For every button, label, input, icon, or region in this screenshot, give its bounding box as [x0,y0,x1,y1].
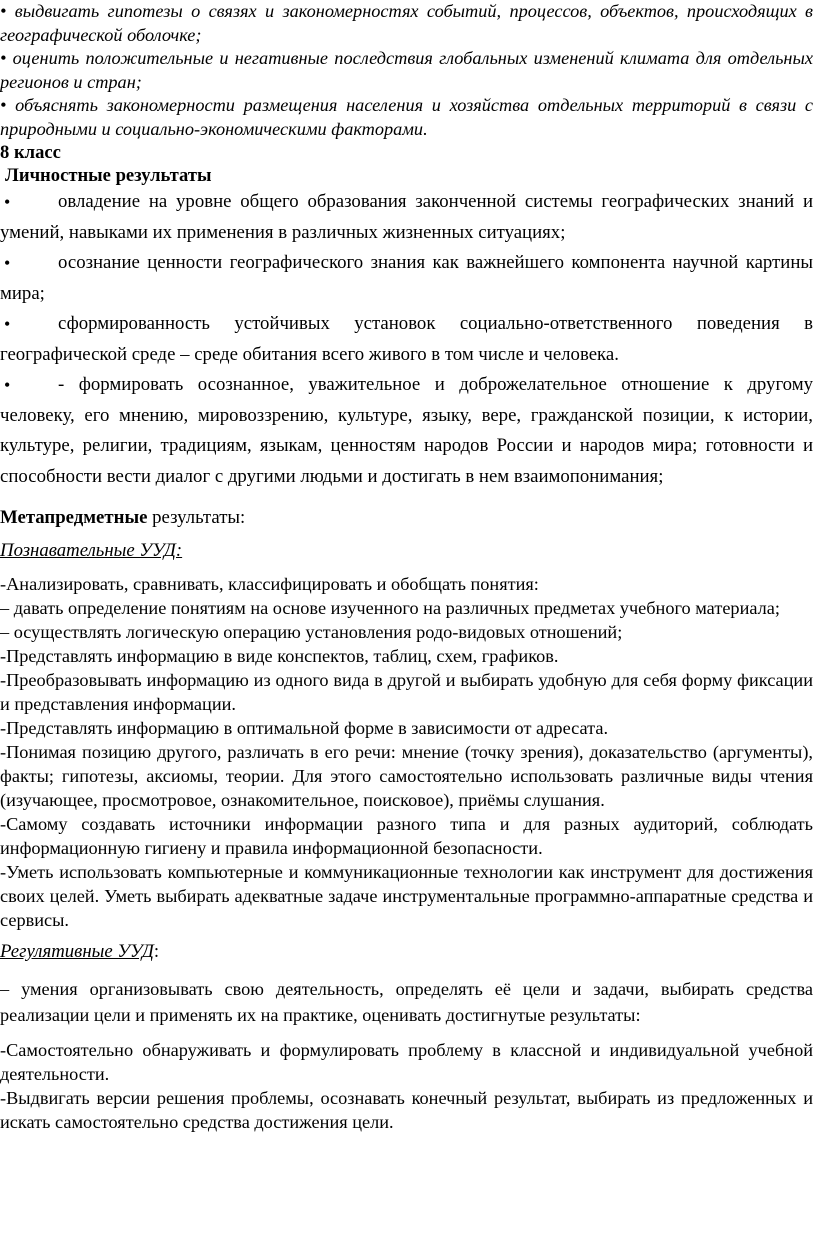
regulatory-heading-colon: : [153,941,160,962]
regulatory-heading [0,940,813,964]
list-item-text: - формировать осознанное, уважительное и доброжелательное отношение к другому человеку, его мнению, мировоззрению, культуре, языку, вере, гражданской позиции, к истории, культуре, религии, традициям, языкам, ценностям народов России и народов мира; готовности и способности вести диалог с другими людьми и достигать в нем взаимопонимания; [0,374,813,487]
list-item: – осуществлять логическую операцию установления родо-видовых отношений; [0,622,623,642]
list-item: -Преобразовывать информацию из одного вида в другой и выбирать удобную для себя форму фиксации и представления информации. [0,670,813,714]
personal-results-list [0,187,813,492]
intro-line: • оценить положительные и негативные последствия глобальных изменений климата для отдельных регионов и стран; [0,48,813,92]
intro-line: • выдвигать гипотезы о связях и закономерностях событий, процессов, объектов, происходящих в географической оболочке; [0,1,813,45]
list-item: -Выдвигать версии решения проблемы, осознавать конечный результат, выбирать из предложенных и искать самостоятельно средства достижения цели. [0,1088,813,1132]
list-item [0,248,813,309]
list-item [0,370,813,492]
bullet-icon: • [4,253,11,273]
grade-heading: 8 класс [0,142,61,163]
cognitive-list [0,572,813,932]
list-item [0,309,813,370]
list-item: -Самому создавать источники информации разного типа и для разных аудиторий, соблюдать информационную гигиену и правила информационной безопасности. [0,814,813,858]
intro-list [0,0,813,141]
metasubject-heading-rest: результаты: [147,507,246,528]
list-item: -Понимая позицию другого, различать в его речи: мнение (точку зрения), доказательство (аргументы), факты; гипотезы, аксиомы, теории. Для этого самостоятельно использовать различные виды чтения (изучающее, просмотровое, ознакомительное, поисковое), приёмы слушания. [0,742,813,810]
personal-results-heading: Личностные результаты [5,165,212,186]
regulatory-intro: – умения организовывать свою деятельность, определять её цели и задачи, выбирать средства реализации цели и применять их на практике, оценивать достигнутые результаты: [0,979,813,1025]
list-item: – давать определение понятиям на основе изученного на различных предметах учебного материала; [0,598,780,618]
metasubject-heading [0,506,813,530]
list-item-text: сформированность устойчивых установок социально-ответственного поведения в географической среде – среде обитания всего живого в том числе и человека. [0,313,813,365]
intro-line: • объяснять закономерности размещения населения и хозяйства отдельных территорий в связи с природными и социально-экономическими факторами. [0,95,813,139]
bullet-icon: • [4,314,11,334]
list-item: -Представлять информацию в виде конспектов, таблиц, схем, графиков. [0,646,559,666]
bullet-icon: • [4,375,11,395]
list-item: -Анализировать, сравнивать, классифицировать и обобщать понятия: [0,574,539,594]
list-item-text: осознание ценности географического знания как важнейшего компонента научной картины мира; [0,252,813,304]
list-item: -Уметь использовать компьютерные и коммуникационные технологии как инструмент для достижения своих целей. Уметь выбирать адекватные задаче инструментальные программно-аппаратные средства и сервисы. [0,862,813,930]
list-item [0,187,813,248]
list-item: -Представлять информацию в оптимальной форме в зависимости от адресата. [0,718,609,738]
metasubject-heading-bold: Метапредметные [0,507,148,528]
list-item-text: овладение на уровне общего образования законченной системы географических знаний и умений, навыками их применения в различных жизненных ситуациях; [0,191,813,243]
cognitive-heading: Познавательные УУД: [0,540,183,561]
bullet-icon: • [4,192,11,212]
regulatory-list [0,1038,813,1134]
list-item: -Самостоятельно обнаруживать и формулировать проблему в классной и индивидуальной учебной деятельности. [0,1040,813,1084]
regulatory-heading-text: Регулятивные УУД [0,941,154,962]
